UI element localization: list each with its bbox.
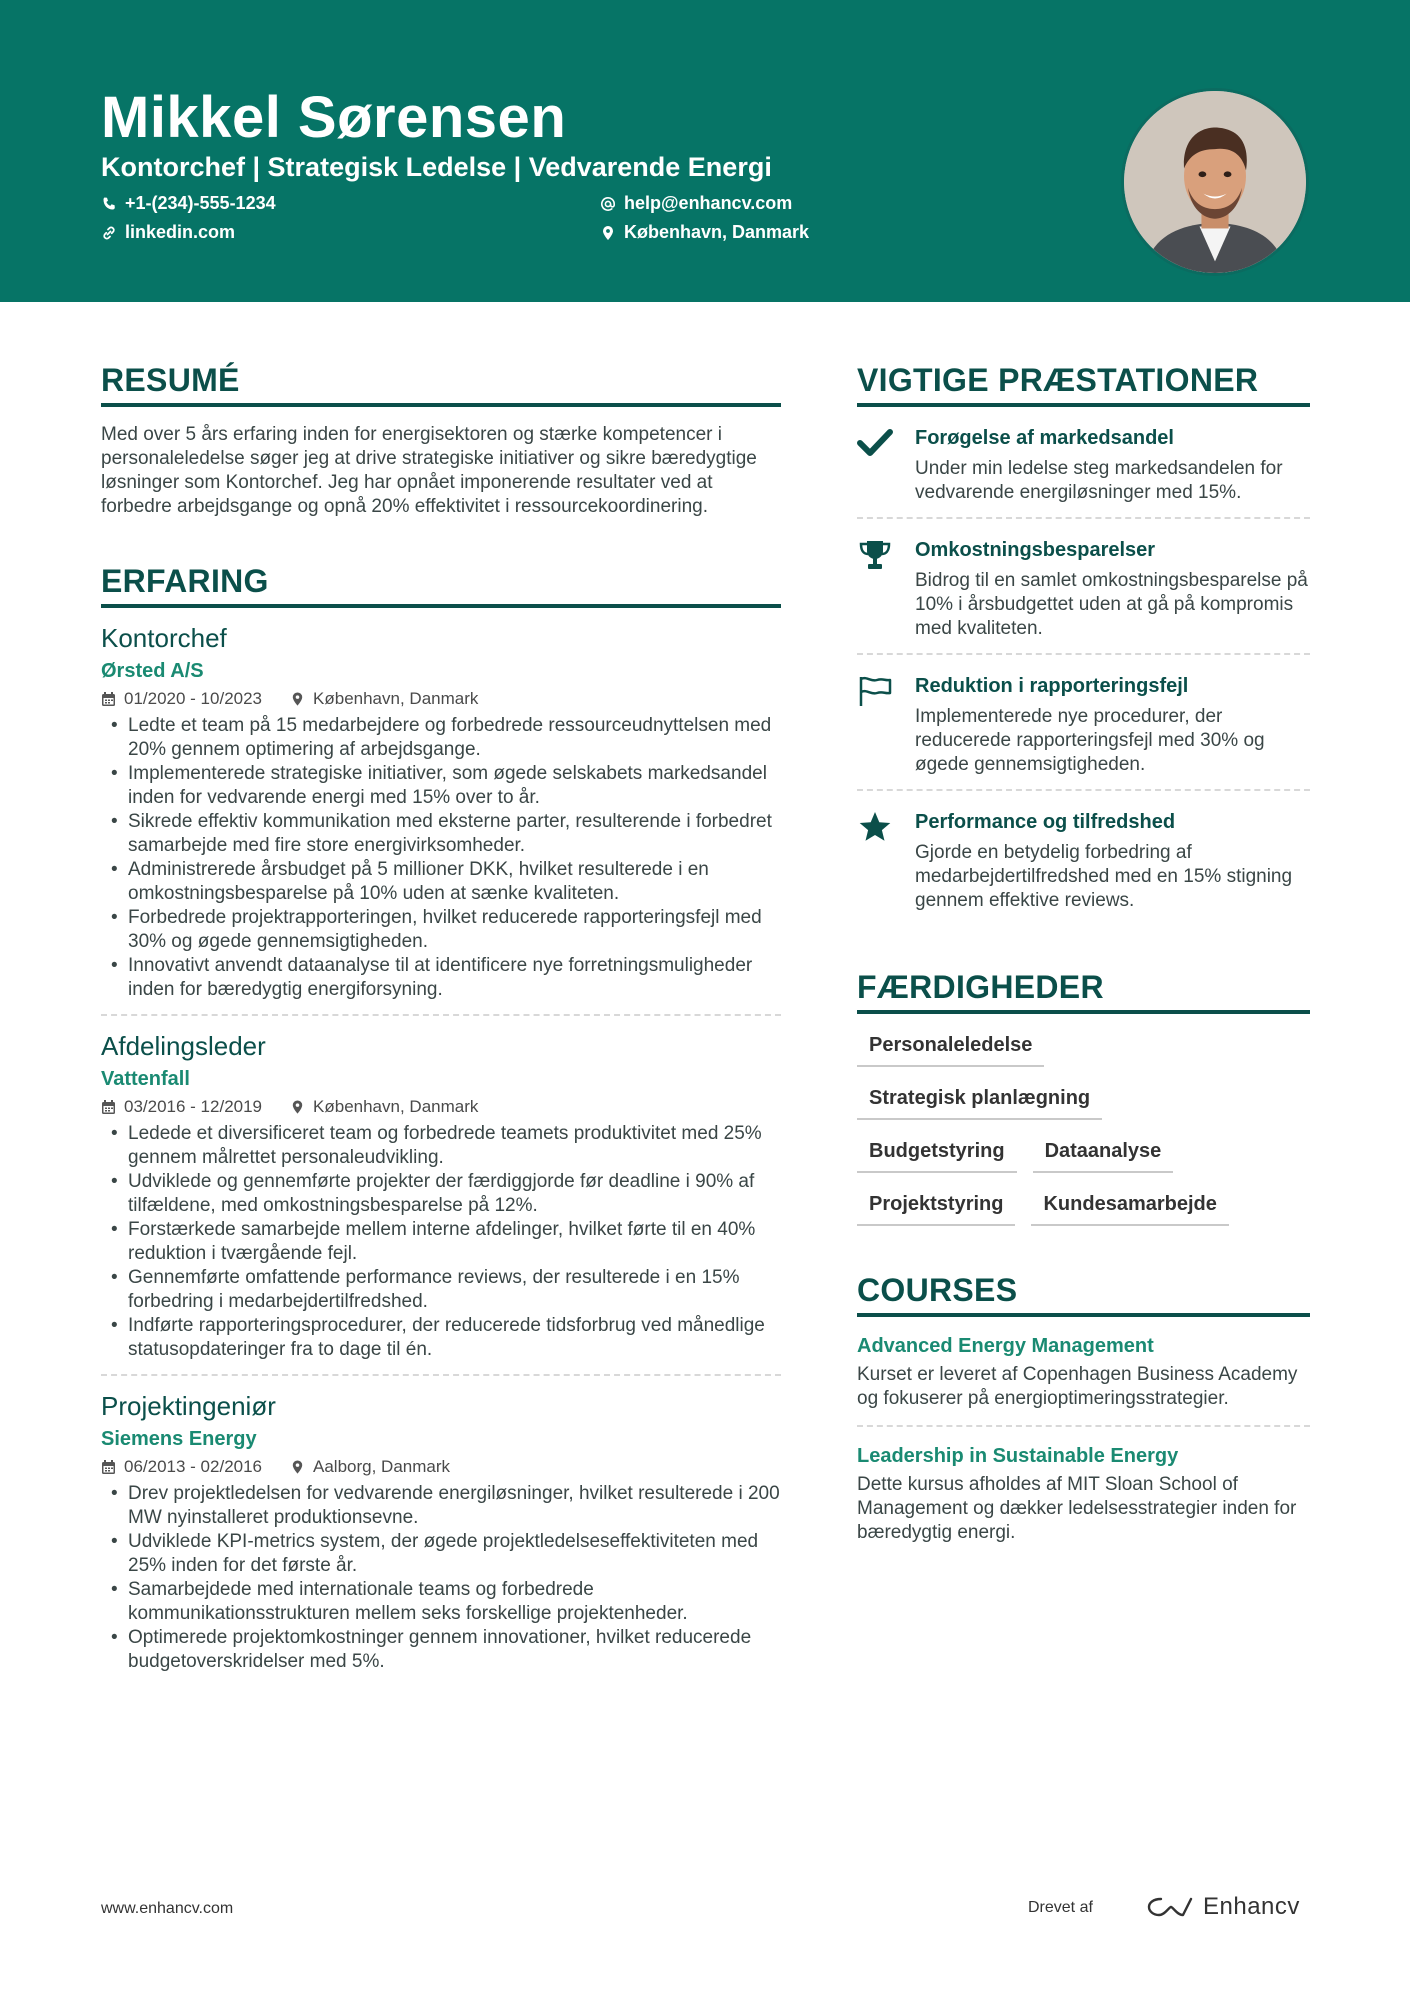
job-title: Projektingeniør bbox=[101, 1391, 276, 1421]
bullet-item: • Administrerede årsbudget på 5 millioner DKK, hvilket resulterede i en omkostningsbesparelse på 10% uden at sænke kvaliteten. bbox=[101, 858, 781, 906]
achievement-item bbox=[857, 407, 1310, 519]
job-title: Afdelingsleder bbox=[101, 1031, 266, 1061]
footer-powered-by: Drevet af bbox=[1028, 1899, 1093, 1916]
course-title: Leadership in Sustainable Energy bbox=[857, 1445, 1179, 1467]
linkedin-text: linkedin.com bbox=[125, 222, 236, 242]
job-location: København, Danmark bbox=[313, 689, 479, 708]
job-meta bbox=[101, 1456, 781, 1478]
bullet-item: • Ledede et diversificeret team og forbedrede teamets produktivitet med 25% gennem målrettet personaleudvikling. bbox=[101, 1122, 781, 1170]
skill-tag: Projektstyring bbox=[857, 1193, 1015, 1226]
job-meta bbox=[101, 1096, 781, 1118]
location-pin-icon bbox=[290, 691, 305, 707]
achievement-desc: Gjorde en betydelig forbedring af medarbejdertilfredshed med en 15% stigning gennem effektive reviews. bbox=[915, 842, 1293, 911]
bullet-item: • Udviklede KPI-metrics system, der øgede projektledelseseffektiviteten med 25% inden for det første år. bbox=[101, 1530, 781, 1578]
at-icon bbox=[600, 196, 616, 212]
bullet-item: • Optimerede projektomkostninger gennem innovationer, hvilket reducerede budgetoverskridelser med 5%. bbox=[101, 1626, 781, 1674]
contact-linkedin[interactable] bbox=[101, 222, 235, 243]
location-text: København, Danmark bbox=[624, 222, 810, 242]
company-name: Siemens Energy bbox=[101, 1428, 257, 1450]
skill-tag: Personaleledelse bbox=[857, 1034, 1044, 1067]
footer-brand-logo[interactable] bbox=[1147, 1893, 1300, 1921]
link-icon bbox=[101, 225, 117, 241]
bullet-item: • Implementerede strategiske initiativer, som øgede selskabets markedsandel inden for vedvarende energi med 15% over to år. bbox=[101, 762, 781, 810]
achievement-item bbox=[857, 791, 1310, 925]
achievement-desc: Bidrog til en samlet omkostningsbesparelse på 10% i årsbudgettet uden at gå på kompromis med kvaliteten. bbox=[915, 570, 1308, 639]
bullet-item: • Drev projektledelsen for vedvarende energiløsninger, hvilket resulterede i 200 MW nyinstalleret produktionsevne. bbox=[101, 1482, 781, 1530]
achievements-heading: VIGTIGE PRÆSTATIONER bbox=[857, 362, 1310, 407]
bullet-item: • Indførte rapporteringsprocedurer, der reducerede tidsforbrug ved månedlige statusopdateringer fra to dage til én. bbox=[101, 1314, 781, 1362]
achievement-title: Performance og tilfredshed bbox=[915, 811, 1176, 833]
job-bullets bbox=[101, 1482, 781, 1674]
job-title: Kontorchef bbox=[101, 623, 227, 653]
experience-section bbox=[101, 563, 781, 1686]
star-icon bbox=[857, 811, 893, 843]
job-dates: 01/2020 - 10/2023 bbox=[124, 689, 263, 708]
achievement-desc: Implementerede nye procedurer, der reducerede rapporteringsfejl med 30% og øgede gennemsigtigheden. bbox=[915, 706, 1265, 775]
bullet-item: • Forstærkede samarbejde mellem interne afdelinger, hvilket førte til en 40% reduktion i tværgående fejl. bbox=[101, 1218, 781, 1266]
achievement-desc: Under min ledelse steg markedsandelen for vedvarende energiløsninger med 15%. bbox=[915, 458, 1283, 503]
course-title: Advanced Energy Management bbox=[857, 1335, 1154, 1357]
bullet-item: • Ledte et team på 15 medarbejdere og forbedrede ressourceudnyttelsen med 20% gennem optimering af arbejdsgange. bbox=[101, 714, 781, 762]
course-desc: Kurset er leveret af Copenhagen Business Academy og fokuserer på energioptimeringsstrategier. bbox=[857, 1364, 1298, 1409]
skills-section bbox=[857, 969, 1310, 1226]
summary-section bbox=[101, 362, 781, 519]
company-name: Ørsted A/S bbox=[101, 660, 204, 682]
job-bullets bbox=[101, 1122, 781, 1362]
calendar-icon bbox=[101, 1099, 116, 1115]
calendar-icon bbox=[101, 691, 116, 707]
flag-icon bbox=[857, 675, 893, 707]
enhancv-logo-icon bbox=[1147, 1895, 1193, 1919]
skill-tag: Dataanalyse bbox=[1033, 1140, 1174, 1173]
job-entry bbox=[101, 608, 781, 1016]
bullet-item: • Innovativt anvendt dataanalyse til at identificere nye forretningsmuligheder inden for bæredygtig energiforsyning. bbox=[101, 954, 781, 1002]
email-text: help@enhancv.com bbox=[624, 193, 793, 213]
contact-location bbox=[600, 222, 809, 243]
right-column bbox=[857, 362, 1310, 1559]
contact-phone[interactable] bbox=[101, 193, 276, 214]
profile-photo bbox=[1121, 88, 1309, 276]
phone-icon bbox=[101, 196, 117, 212]
contact-email[interactable] bbox=[600, 193, 792, 214]
course-item bbox=[857, 1427, 1310, 1559]
brand-name: Enhancv bbox=[1203, 1893, 1300, 1920]
summary-text: Med over 5 års erfaring inden for energisektoren og stærke kompetencer i personaleledelse søger jeg at drive strategiske initiativer og sikre bæredygtige løsninger som Kontorchef. Jeg har opnået imponerende resultater ved at forbedre arbejdsgange og opnå 20% effektivitet i ressourcekoordinering. bbox=[101, 424, 757, 517]
job-location: Aalborg, Danmark bbox=[313, 1457, 451, 1476]
courses-heading: COURSES bbox=[857, 1272, 1310, 1317]
calendar-icon bbox=[101, 1459, 116, 1475]
skill-tag: Strategisk planlægning bbox=[857, 1087, 1102, 1120]
achievements-section bbox=[857, 362, 1310, 925]
job-entry bbox=[101, 1016, 781, 1376]
skill-tag: Kundesamarbejde bbox=[1031, 1193, 1228, 1226]
bullet-item: • Udviklede og gennemførte projekter der færdiggjorde før deadline i 90% af tilfældene, med omkostningsbesparelse på 12%. bbox=[101, 1170, 781, 1218]
bullet-item: • Samarbejdede med internationale teams og forbedrede kommunikationsstrukturen mellem seks forskellige projektenheder. bbox=[101, 1578, 781, 1626]
skill-tag: Budgetstyring bbox=[857, 1140, 1017, 1173]
course-desc: Dette kursus afholdes af MIT Sloan School of Management og dækker ledelsesstrategier inden for bæredygtig energi. bbox=[857, 1474, 1297, 1543]
achievement-item bbox=[857, 519, 1310, 655]
courses-section bbox=[857, 1272, 1310, 1559]
company-name: Vattenfall bbox=[101, 1068, 190, 1090]
job-dates: 03/2016 - 12/2019 bbox=[124, 1097, 263, 1116]
job-entry bbox=[101, 1376, 781, 1686]
summary-heading: RESUMÉ bbox=[101, 362, 781, 407]
achievement-title: Omkostningsbesparelser bbox=[915, 539, 1156, 561]
trophy-icon bbox=[857, 539, 893, 571]
candidate-name: Mikkel Sørensen bbox=[101, 85, 567, 150]
bullet-item: • Sikrede effektiv kommunikation med eksterne parter, resulterende i forbedret samarbejde med fire store energivirksomheder. bbox=[101, 810, 781, 858]
header-banner bbox=[0, 0, 1410, 302]
job-meta bbox=[101, 688, 781, 710]
location-pin-icon bbox=[290, 1099, 305, 1115]
experience-heading: ERFARING bbox=[101, 563, 781, 608]
location-pin-icon bbox=[290, 1459, 305, 1475]
footer-url[interactable]: www.enhancv.com bbox=[101, 1900, 234, 1917]
achievement-title: Forøgelse af markedsandel bbox=[915, 427, 1174, 449]
skills-list bbox=[857, 1034, 1310, 1226]
bullet-item: • Gennemførte omfattende performance reviews, der resulterede i en 15% forbedring i medarbejdertilfredshed. bbox=[101, 1266, 781, 1314]
achievement-item bbox=[857, 655, 1310, 791]
course-item bbox=[857, 1317, 1310, 1427]
achievement-title: Reduktion i rapporteringsfejl bbox=[915, 675, 1189, 697]
job-location: København, Danmark bbox=[313, 1097, 479, 1116]
job-dates: 06/2013 - 02/2016 bbox=[124, 1457, 263, 1476]
bullet-item: • Forbedrede projektrapporteringen, hvilket reducerede rapporteringsfejl med 30% og øgede gennemsigtigheden. bbox=[101, 906, 781, 954]
skills-heading: FÆRDIGHEDER bbox=[857, 969, 1310, 1014]
left-column bbox=[101, 362, 781, 1686]
checkmark-icon bbox=[857, 427, 893, 459]
avatar-portrait bbox=[1124, 91, 1306, 273]
location-pin-icon bbox=[600, 225, 616, 241]
candidate-subtitle: Kontorchef | Strategisk Ledelse | Vedvarende Energi bbox=[101, 152, 772, 182]
phone-text: +1-(234)-555-1234 bbox=[125, 193, 276, 213]
job-bullets bbox=[101, 714, 781, 1002]
